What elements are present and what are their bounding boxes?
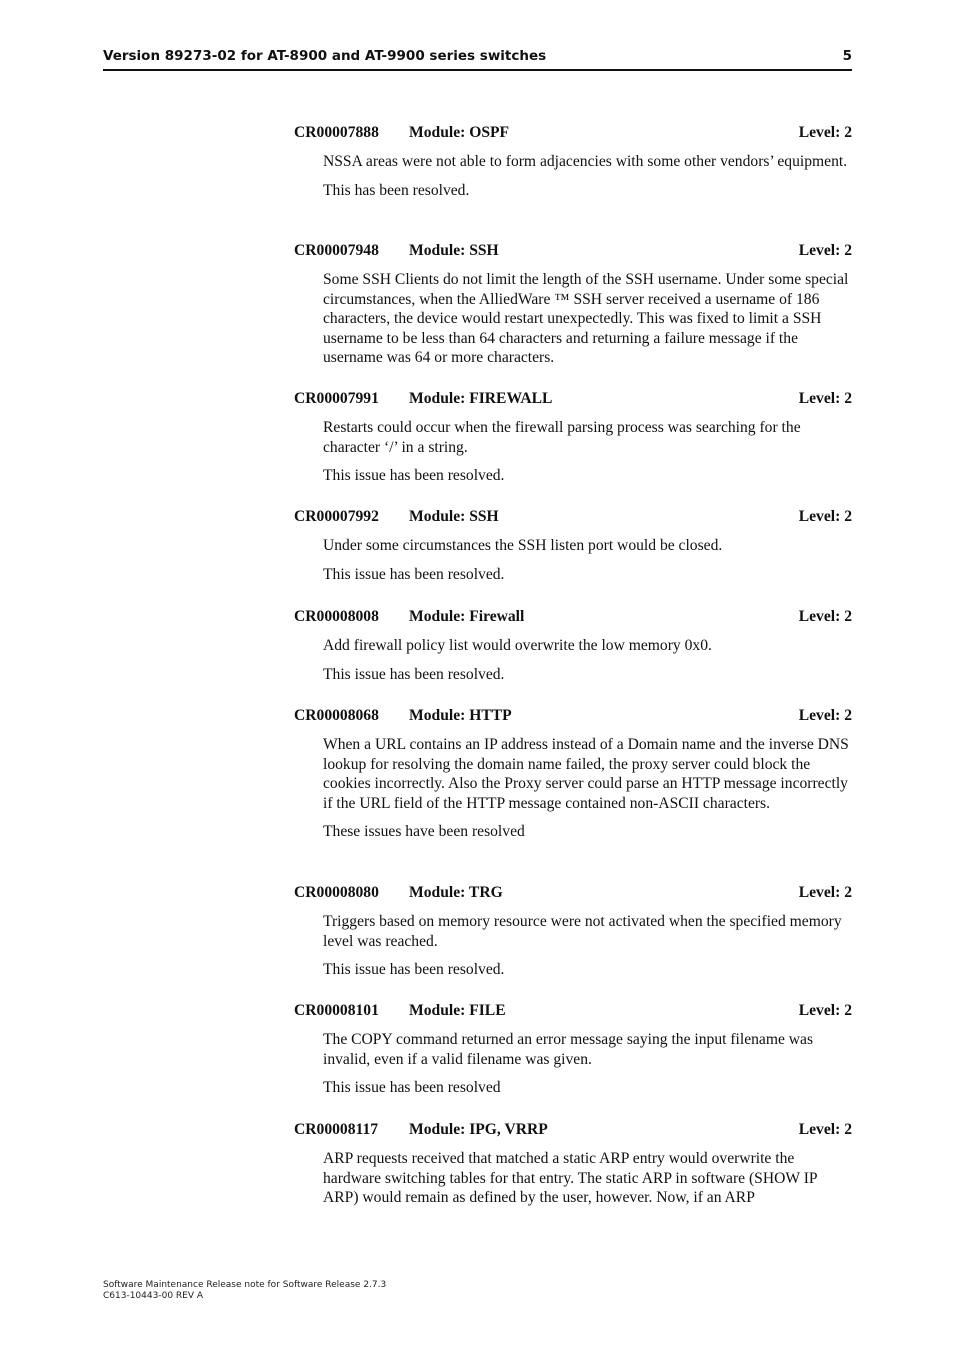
resolution-text: This has been resolved. bbox=[323, 181, 470, 199]
issue-description: Add firewall policy list would overwrite the low memory 0x0. bbox=[323, 637, 712, 654]
document-title: Version 89273-02 for AT-8900 and AT-9900 series switches bbox=[103, 48, 547, 64]
module-name: Module: TRG bbox=[409, 884, 503, 901]
issue-description: Restarts could occur when the firewall parsing process was searching for the character ‘/’ in a string. bbox=[323, 419, 801, 456]
footer-release-note: Software Maintenance Release note for Software Release 2.7.3 bbox=[103, 1280, 387, 1290]
page-number: 5 bbox=[842, 48, 852, 64]
cr-number: CR00008117 bbox=[294, 1121, 379, 1138]
issue-description: Some SSH Clients do not limit the length of the SSH username. Under some special circumstances, when the AlliedWare ™ SSH server received a username of 186 characters, the device would restart unexpectedly. This was fixed to limit a SSH username to be less than 64 characters and returning a failure message if the username was 64 or more characters. bbox=[323, 271, 849, 366]
cr-number: CR00007948 bbox=[294, 242, 379, 259]
issue-description: Triggers based on memory resource were not activated when the specified memory level was reached. bbox=[323, 913, 842, 950]
change-request-entry bbox=[294, 508, 852, 584]
level-label: Level: 2 bbox=[798, 242, 852, 259]
module-name: Module: SSH bbox=[409, 508, 499, 525]
cr-number: CR00008101 bbox=[294, 1002, 379, 1019]
resolution-text: This issue has been resolved. bbox=[323, 961, 505, 978]
level-label: Level: 2 bbox=[798, 124, 852, 141]
issue-description: When a URL contains an IP address instead of a Domain name and the inverse DNS lookup for resolving the domain name failed, the proxy server could block the cookies incorrectly. Also the Proxy server could parse an HTTP message incorrectly if the URL field of the HTTP message contained non-ASCII characters. bbox=[323, 736, 849, 812]
level-label: Level: 2 bbox=[798, 608, 852, 625]
issue-description: ARP requests received that matched a static ARP entry would overwrite the hardware switching tables for that entry. The static ARP in software (SHOW IP ARP) would remain as defined by the user, however. Now, if an ARP bbox=[323, 1150, 817, 1206]
resolution-text: These issues have been resolved bbox=[323, 823, 525, 840]
level-label: Level: 2 bbox=[798, 884, 852, 901]
cr-number: CR00008008 bbox=[294, 608, 379, 625]
issue-description: NSSA areas were not able to form adjacencies with some other vendors’ equipment. bbox=[323, 153, 848, 170]
cr-number: CR00007992 bbox=[294, 508, 379, 525]
module-name: Module: FIREWALL bbox=[409, 390, 553, 407]
resolution-text: This issue has been resolved. bbox=[323, 565, 505, 583]
page-header bbox=[103, 48, 852, 71]
level-label: Level: 2 bbox=[798, 390, 852, 407]
module-name: Module: IPG, VRRP bbox=[409, 1121, 548, 1138]
level-label: Level: 2 bbox=[798, 508, 852, 525]
cr-number: CR00008068 bbox=[294, 707, 379, 724]
cr-number: CR00007888 bbox=[294, 124, 379, 141]
change-request-entry bbox=[294, 242, 852, 368]
module-name: Module: HTTP bbox=[409, 707, 512, 724]
level-label: Level: 2 bbox=[798, 1121, 852, 1138]
module-name: Module: SSH bbox=[409, 242, 499, 259]
issue-description: The COPY command returned an error message saying the input filename was invalid, even if a valid filename was given. bbox=[323, 1031, 814, 1068]
cr-number: CR00007991 bbox=[294, 390, 379, 407]
change-request-entry bbox=[294, 608, 852, 684]
change-request-entry bbox=[294, 124, 852, 200]
change-request-entry bbox=[294, 390, 852, 486]
change-request-entry bbox=[294, 707, 852, 842]
module-name: Module: Firewall bbox=[409, 608, 525, 625]
footer-document-code: C613-10443-00 REV A bbox=[103, 1291, 204, 1301]
resolution-text: This issue has been resolved bbox=[323, 1079, 501, 1096]
resolution-text: This issue has been resolved. bbox=[323, 665, 505, 683]
level-label: Level: 2 bbox=[798, 1002, 852, 1019]
module-name: Module: FILE bbox=[409, 1002, 506, 1019]
change-request-entry bbox=[294, 1002, 852, 1098]
module-name: Module: OSPF bbox=[409, 124, 510, 141]
cr-number: CR00008080 bbox=[294, 884, 379, 901]
resolution-text: This issue has been resolved. bbox=[323, 467, 505, 484]
page-footer bbox=[103, 1280, 386, 1302]
change-request-entry bbox=[294, 884, 852, 980]
change-request-entry bbox=[294, 1121, 852, 1208]
level-label: Level: 2 bbox=[798, 707, 852, 724]
issue-description: Under some circumstances the SSH listen port would be closed. bbox=[323, 537, 723, 554]
